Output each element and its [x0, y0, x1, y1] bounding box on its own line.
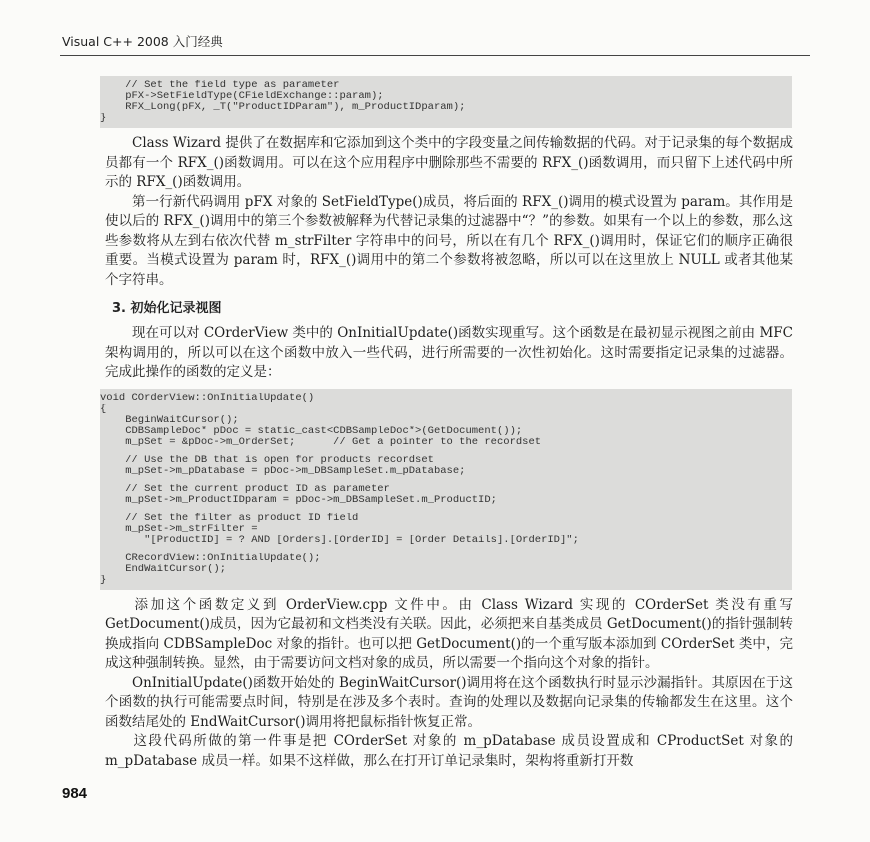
paragraph-class-wizard — [105, 134, 793, 193]
section-heading: 3. 初始化记录视图 — [112, 301, 222, 316]
code-line: m_pSet = &pDoc->m_OrderSet; // Get a pointer to the recordset — [100, 436, 542, 448]
paragraph-database-member — [105, 732, 793, 771]
code-line: m_pSet->m_strFilter = — [100, 523, 258, 535]
paragraph-text: 添加这个函数定义到 OrderView.cpp 文件中。由 Class Wizard 实现的 COrderSet 类没有重写 GetDocument()成员，因为它最初和文档类没有关联。因此，必须把来自基类成员 GetDocument()的指针强制转换成指向 CDBSampleDoc 对象的指针。也可以把 GetDocument()的一个重写版本添加到 COrderSet 类中，完成这种强制转换。显然，由于需要访问文档对象的成员，所以需要一个指向这个对象的指针。 — [105, 596, 793, 671]
code-line: BeginWaitCursor(); — [100, 414, 239, 426]
code-block-oninitialupdate — [100, 389, 792, 590]
code-line: RFX_Long(pFX, _T("ProductIDParam"), m_ProductIDparam); — [100, 102, 466, 113]
code-line: EndWaitCursor(); — [100, 563, 227, 575]
code-line: CDBSampleDoc* pDoc = static_cast<CDBSampleDoc*>(GetDocument()); — [100, 425, 523, 437]
code-line: // Set the filter as product ID field — [100, 512, 359, 524]
code-line — [100, 477, 792, 484]
code-line: // Set the current product ID as parameter — [100, 483, 390, 495]
code-line: CRecordView::OnInitialUpdate(); — [100, 552, 321, 564]
paragraph-text: 第一行新代码调用 pFX 对象的 SetFieldType()成员，将后面的 RFX_()调用的模式设置为 param。其作用是使以后的 RFX_()调用中的第三个参数被解释为代替记录集的过滤器中“？”的参数。如果有一个以上的参数，那么这些参数将从左到右依次代替 m_strFilter 字符串中的问号，所以在有几个 RFX_()调用时，保证它们的顺序正确很重要。当模式设置为 param 时，RFX_()调用中的第二个参数将被忽略，所以可以在这里放上 NULL 或者其他某个字符串。 — [105, 193, 794, 288]
paragraph-text: OnInitialUpdate()函数开始处的 BeginWaitCursor()调用将在这个函数执行时显示沙漏指针。其原因在于这个函数的执行可能需要点时间，特别是在涉及多个表时。查询的处理以及数据向记录集的传输都发生在这里。这个函数结尾处的 EndWaitCursor()调用将把鼠标指针恢复正常。 — [105, 674, 793, 730]
page-number: 984 — [62, 785, 88, 802]
code-line: // Set the field type as parameter — [100, 80, 340, 91]
paragraph-setfieldtype — [105, 193, 793, 291]
paragraph-text: 现在可以对 COrderView 类中的 OnInitialUpdate()函数实现重写。这个函数是在最初显示视图之前由 MFC 架构调用的，所以可以在这个函数中放入一些代码，进行所需要的一次性初始化。这时需要指定记录集的过滤器。完成此操作的函数的定义是： — [105, 325, 793, 380]
code-line: m_pSet->m_pDatabase = pDoc->m_DBSampleSet.m_pDatabase; — [100, 465, 466, 477]
code-line — [100, 506, 792, 513]
code-line: } — [100, 113, 107, 124]
code-line: m_pSet->m_ProductIDparam = pDoc->m_DBSampleSet.m_ProductID; — [100, 494, 497, 506]
paragraph-text: 这段代码所做的第一件事是把 COrderSet 对象的 m_pDatabase 成员设置成和 CProductSet 对象的 m_pDatabase 成员一样。如果不这样做，那么在打开订单记录集时，架构将重新打开数 — [105, 733, 793, 769]
running-header: Visual C++ 2008 入门经典 — [62, 34, 223, 49]
code-line: "[ProductID] = ? AND [Orders].[OrderID] = [Order Details].[OrderID]"; — [100, 534, 579, 546]
code-line — [100, 546, 792, 553]
code-line: // Use the DB that is open for products recordset — [100, 454, 434, 466]
code-line — [100, 448, 792, 455]
paragraph-add-definition — [105, 596, 793, 674]
code-line: pFX->SetFieldType(CFieldExchange::param); — [100, 91, 384, 102]
code-line: } — [100, 574, 107, 586]
code-line: { — [100, 403, 107, 415]
paragraph-intro — [105, 324, 793, 383]
code-block-field-type — [100, 76, 792, 128]
paragraph-wait-cursor — [105, 674, 793, 733]
paragraph-text: Class Wizard 提供了在数据库和它添加到这个类中的字段变量之间传输数据的代码。对于记录集的每个数据成员都有一个 RFX_()函数调用。可以在这个应用程序中删除那些不需要的 RFX_()函数调用，而只留下上述代码中所示的 RFX_()函数调用。 — [105, 135, 793, 190]
code-line: void COrderView::OnInitialUpdate() — [100, 392, 315, 404]
